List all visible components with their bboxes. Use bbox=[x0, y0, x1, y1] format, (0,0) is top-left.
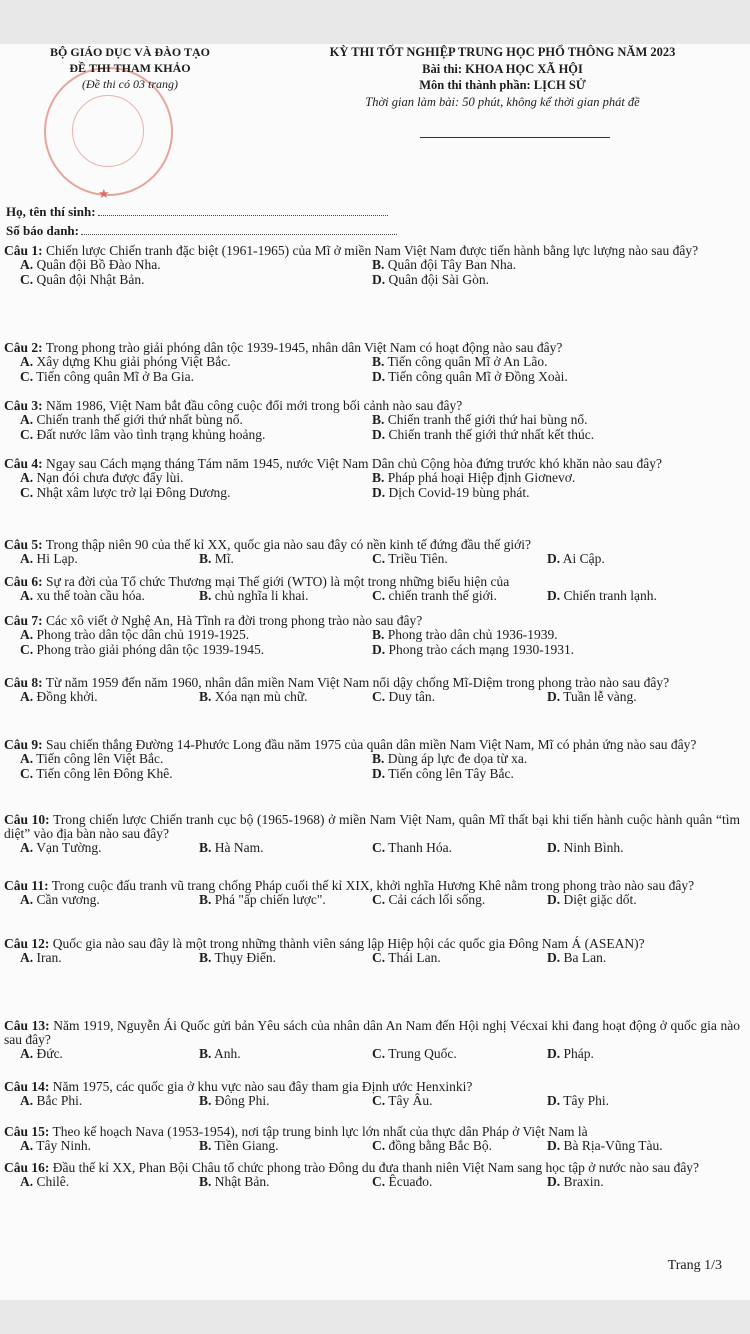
question-text bbox=[4, 399, 740, 413]
option-label: C. bbox=[372, 1174, 386, 1189]
option-text: Nhật xâm lược trở lại Đông Dương. bbox=[36, 485, 231, 500]
candidate-id-label: Số báo danh: bbox=[6, 223, 79, 238]
exam-type: ĐỀ THI THAM KHẢO bbox=[69, 61, 191, 75]
option-a[interactable] bbox=[20, 893, 100, 907]
option-label: C. bbox=[20, 642, 34, 657]
option-label: B. bbox=[199, 950, 212, 965]
option-text: Diệt giặc dốt. bbox=[563, 892, 637, 907]
option-text: Quân đội Nhật Bản. bbox=[36, 272, 145, 287]
ministry-name: BỘ GIÁO DỤC VÀ ĐÀO TẠO bbox=[50, 45, 210, 59]
option-text: Đông Phi. bbox=[214, 1093, 270, 1108]
option-d[interactable] bbox=[547, 893, 637, 907]
option-label: C. bbox=[20, 272, 34, 287]
question-text bbox=[4, 1125, 740, 1139]
option-label: C. bbox=[20, 766, 34, 781]
option-text: Êcuađo. bbox=[388, 1174, 433, 1189]
question-stem: Trong thập niên 90 của thế kỉ XX, quốc gia nào sau đây có nền kinh tế đứng đầu thế giới? bbox=[45, 537, 532, 552]
option-text: Bắc Phi. bbox=[36, 1093, 83, 1108]
option-label: C. bbox=[20, 427, 34, 442]
option-text: chủ nghĩa li khai. bbox=[214, 588, 309, 603]
options-row bbox=[4, 370, 740, 385]
option-text: Cần vương. bbox=[36, 892, 100, 907]
option-text: Dùng áp lực đe dọa từ xa. bbox=[387, 751, 528, 766]
question-text bbox=[4, 676, 740, 690]
options-row bbox=[4, 951, 740, 966]
option-text: xu thế toàn cầu hóa. bbox=[36, 588, 145, 603]
page-count-note: (Đề thi có 03 trang) bbox=[82, 77, 178, 91]
options-row bbox=[4, 643, 740, 658]
question-number: Câu 5: bbox=[4, 537, 43, 552]
option-a[interactable] bbox=[20, 589, 145, 603]
option-label: C. bbox=[372, 892, 386, 907]
option-d[interactable] bbox=[547, 1175, 604, 1189]
option-b[interactable] bbox=[199, 951, 276, 965]
option-text: Xóa nạn mù chữ. bbox=[214, 689, 308, 704]
question-stem: Năm 1986, Việt Nam bắt đầu công cuộc đổi mới trong bối cảnh nào sau đây? bbox=[46, 398, 463, 413]
option-text: Braxin. bbox=[563, 1174, 604, 1189]
option-text: Tiến công lên Đông Khê. bbox=[36, 766, 173, 781]
option-label: C. bbox=[372, 689, 386, 704]
option-text: Bà Rịa-Vũng Tàu. bbox=[563, 1138, 663, 1153]
option-text: Tiến công quân Mĩ ở An Lão. bbox=[387, 354, 548, 369]
option-text: Anh. bbox=[214, 1046, 241, 1061]
option-text: Thụy Điển. bbox=[214, 950, 277, 965]
option-b[interactable] bbox=[372, 752, 527, 766]
option-label: A. bbox=[20, 257, 34, 272]
option-d[interactable] bbox=[372, 428, 594, 442]
option-a[interactable] bbox=[20, 628, 249, 642]
option-text: Cải cách lối sống. bbox=[388, 892, 486, 907]
option-text: Hi Lạp. bbox=[36, 551, 78, 566]
option-text: Nhật Bản. bbox=[214, 1174, 270, 1189]
option-label: A. bbox=[20, 1138, 34, 1153]
question-6 bbox=[4, 575, 740, 604]
option-c[interactable] bbox=[372, 893, 485, 907]
candidate-name-field[interactable] bbox=[6, 204, 388, 220]
option-label: A. bbox=[20, 840, 34, 855]
question-number: Câu 4: bbox=[4, 456, 43, 471]
option-c[interactable] bbox=[372, 1139, 492, 1153]
exam-subject: Môn thi thành phần: LỊCH SỬ bbox=[419, 78, 586, 92]
option-c[interactable] bbox=[372, 841, 452, 855]
option-text: Chiến tranh thế giới thứ nhất kết thúc. bbox=[388, 427, 595, 442]
question-stem: Năm 1975, các quốc gia ở khu vực nào sau đây tham gia Định ước Henxinki? bbox=[52, 1079, 473, 1094]
option-text: Chiến tranh lạnh. bbox=[563, 588, 657, 603]
question-stem: Sự ra đời của Tổ chức Thương mại Thế giới (WTO) là một trong những biểu hiện của bbox=[46, 574, 510, 589]
option-b[interactable] bbox=[199, 690, 308, 704]
question-stem: Sau chiến thắng Đường 14-Phước Long đầu năm 1975 của quân dân miền Nam Việt Nam, Mĩ có phản ứng nào sau đây? bbox=[46, 737, 697, 752]
option-text: Chiến tranh thế giới thứ nhất bùng nổ. bbox=[36, 412, 243, 427]
options-row bbox=[4, 893, 740, 908]
option-a[interactable] bbox=[20, 1139, 91, 1153]
option-label: A. bbox=[20, 412, 34, 427]
question-13 bbox=[4, 1019, 740, 1062]
option-text: Ba Lan. bbox=[563, 950, 607, 965]
option-text: Quân đội Tây Ban Nha. bbox=[387, 257, 517, 272]
question-5 bbox=[4, 538, 740, 567]
option-c[interactable] bbox=[372, 1094, 433, 1108]
option-label: D. bbox=[372, 766, 386, 781]
option-label: D. bbox=[547, 588, 561, 603]
candidate-id-blank[interactable] bbox=[81, 223, 397, 235]
question-number: Câu 8: bbox=[4, 675, 43, 690]
option-text: Hà Nam. bbox=[214, 840, 264, 855]
exam-title: KỲ THI TỐT NGHIỆP TRUNG HỌC PHỔ THÔNG NĂM 2023 bbox=[329, 45, 676, 59]
options-row bbox=[4, 486, 740, 501]
option-a[interactable] bbox=[20, 471, 183, 485]
question-text bbox=[4, 341, 740, 355]
options-row bbox=[4, 589, 740, 604]
option-d[interactable] bbox=[547, 1047, 594, 1061]
option-label: C. bbox=[372, 950, 386, 965]
option-label: D. bbox=[547, 689, 561, 704]
option-label: A. bbox=[20, 1093, 34, 1108]
option-text: Ninh Bình. bbox=[563, 840, 624, 855]
options-row bbox=[4, 841, 740, 856]
question-stem: Trong phong trào giải phóng dân tộc 1939-1945, nhân dân Việt Nam có hoạt động nào sau đây? bbox=[45, 340, 563, 355]
option-text: Iran. bbox=[36, 950, 62, 965]
option-b[interactable] bbox=[199, 1094, 270, 1108]
option-text: Trung Quốc. bbox=[388, 1046, 457, 1061]
option-d[interactable] bbox=[547, 552, 605, 566]
option-label: D. bbox=[547, 840, 561, 855]
option-label: B. bbox=[199, 588, 212, 603]
option-text: Phong trào dân chủ 1936-1939. bbox=[387, 627, 558, 642]
option-text: Tây Âu. bbox=[388, 1093, 433, 1108]
option-d[interactable] bbox=[547, 690, 637, 704]
options-row bbox=[4, 1047, 740, 1062]
option-c[interactable] bbox=[20, 767, 173, 781]
question-12 bbox=[4, 937, 740, 966]
option-label: B. bbox=[372, 354, 385, 369]
option-text: Tiến công quân Mĩ ở Đồng Xoài. bbox=[388, 369, 568, 384]
option-label: D. bbox=[372, 427, 386, 442]
option-text: Phong trào cách mạng 1930-1931. bbox=[388, 642, 575, 657]
option-text: Phá "ấp chiến lược". bbox=[214, 892, 326, 907]
option-label: D. bbox=[372, 642, 386, 657]
options-row bbox=[4, 355, 740, 370]
question-stem: Chiến lược Chiến tranh đặc biệt (1961-1965) của Mĩ ở miền Nam Việt Nam được tiến hành bằng lực lượng nào sau đây? bbox=[46, 243, 699, 258]
option-b[interactable] bbox=[199, 841, 264, 855]
question-number: Câu 3: bbox=[4, 398, 43, 413]
option-text: Duy tân. bbox=[388, 689, 435, 704]
options-row bbox=[4, 1139, 740, 1154]
option-label: B. bbox=[372, 412, 385, 427]
option-label: D. bbox=[372, 485, 386, 500]
option-a[interactable] bbox=[20, 355, 231, 369]
question-number: Câu 11: bbox=[4, 878, 49, 893]
question-14 bbox=[4, 1080, 740, 1109]
option-b[interactable] bbox=[199, 1047, 241, 1061]
option-text: Quân đội Sài Gòn. bbox=[388, 272, 489, 287]
question-stem: Trong cuộc đấu tranh vũ trang chống Pháp cuối thế kỉ XIX, khởi nghĩa Hương Khê nằm trong phong trào nào sau đây? bbox=[51, 878, 695, 893]
question-3 bbox=[4, 399, 740, 443]
question-text bbox=[4, 1019, 740, 1047]
option-text: Pháp. bbox=[563, 1046, 594, 1061]
question-stem: Năm 1919, Nguyễn Ái Quốc gửi bản Yêu sách của nhân dân An Nam đến Hội nghị Vécxai khi đang hoạt động ở quốc gia nào sau đây? bbox=[4, 1018, 740, 1047]
option-label: B. bbox=[199, 1046, 212, 1061]
question-stem: Từ năm 1959 đến năm 1960, nhân dân miền Nam Việt Nam nổi dậy chống Mĩ-Diệm trong phong trào nào sau đây? bbox=[45, 675, 670, 690]
seal-emblem bbox=[72, 95, 144, 167]
option-text: Ai Cập. bbox=[562, 551, 605, 566]
option-label: B. bbox=[372, 470, 385, 485]
option-text: Tây Phi. bbox=[563, 1093, 610, 1108]
option-text: Đồng khởi. bbox=[36, 689, 98, 704]
option-text: Pháp phá hoại Hiệp định Giơnevơ. bbox=[387, 470, 576, 485]
question-text bbox=[4, 457, 740, 471]
option-text: Vạn Tường. bbox=[36, 840, 102, 855]
option-d[interactable] bbox=[547, 1139, 663, 1153]
option-b[interactable] bbox=[199, 1175, 270, 1189]
option-label: D. bbox=[547, 1046, 561, 1061]
option-c[interactable] bbox=[20, 643, 264, 657]
question-number: Câu 14: bbox=[4, 1079, 50, 1094]
exam-subject-group: Bài thi: KHOA HỌC XÃ HỘI bbox=[422, 61, 583, 76]
question-number: Câu 9: bbox=[4, 737, 43, 752]
question-11 bbox=[4, 879, 740, 908]
options-row bbox=[4, 273, 740, 288]
options-row bbox=[4, 428, 740, 443]
option-label: A. bbox=[20, 689, 34, 704]
option-label: C. bbox=[20, 485, 34, 500]
option-c[interactable] bbox=[372, 1047, 457, 1061]
option-label: A. bbox=[20, 751, 34, 766]
option-text: Tiến công quân Mĩ ở Ba Gia. bbox=[36, 369, 195, 384]
option-text: Chilê. bbox=[36, 1174, 70, 1189]
option-label: B. bbox=[199, 1138, 212, 1153]
options-row bbox=[4, 258, 740, 273]
question-number: Câu 2: bbox=[4, 340, 43, 355]
option-label: C. bbox=[20, 369, 34, 384]
option-a[interactable] bbox=[20, 258, 161, 272]
header-divider bbox=[420, 137, 610, 138]
question-stem: Theo kế hoạch Nava (1953-1954), nơi tập trung binh lực lớn nhất của thực dân Pháp ở Việt Nam là bbox=[52, 1124, 588, 1139]
question-text bbox=[4, 879, 740, 893]
option-label: B. bbox=[372, 751, 385, 766]
question-text bbox=[4, 937, 740, 951]
header-right bbox=[255, 44, 750, 110]
options-row bbox=[4, 628, 740, 643]
option-label: A. bbox=[20, 950, 34, 965]
option-label: D. bbox=[547, 1138, 561, 1153]
options-row bbox=[4, 1175, 740, 1190]
option-label: D. bbox=[547, 1093, 561, 1108]
option-text: Dịch Covid-19 bùng phát. bbox=[388, 485, 530, 500]
option-b[interactable] bbox=[199, 552, 234, 566]
option-b[interactable] bbox=[372, 413, 587, 427]
question-8 bbox=[4, 676, 740, 705]
question-stem: Trong chiến lược Chiến tranh cục bộ (1965-1968) ở miền Nam Việt Nam, quân Mĩ thất bại khi tiến hành cuộc hành quân “tìm diệt” vào địa bàn nào sau đây? bbox=[4, 812, 740, 841]
option-b[interactable] bbox=[372, 628, 558, 642]
option-a[interactable] bbox=[20, 841, 101, 855]
option-label: D. bbox=[547, 892, 561, 907]
option-label: B. bbox=[199, 1174, 212, 1189]
question-number: Câu 7: bbox=[4, 613, 43, 628]
option-label: B. bbox=[199, 840, 212, 855]
option-a[interactable] bbox=[20, 1047, 63, 1061]
question-9 bbox=[4, 738, 740, 782]
question-stem: Ngay sau Cách mạng tháng Tám năm 1945, nước Việt Nam Dân chủ Cộng hòa đứng trước khó khăn nào sau đây? bbox=[46, 456, 663, 471]
option-label: A. bbox=[20, 1174, 34, 1189]
question-number: Câu 13: bbox=[4, 1018, 50, 1033]
option-label: A. bbox=[20, 354, 34, 369]
option-b[interactable] bbox=[199, 589, 309, 603]
options-row bbox=[4, 1094, 740, 1109]
option-text: Quân đội Bồ Đào Nha. bbox=[36, 257, 161, 272]
option-label: C. bbox=[372, 1138, 386, 1153]
option-label: C. bbox=[372, 1093, 386, 1108]
option-a[interactable] bbox=[20, 413, 243, 427]
option-c[interactable] bbox=[372, 951, 441, 965]
option-text: Tuần lễ vàng. bbox=[563, 689, 637, 704]
option-b[interactable] bbox=[372, 471, 575, 485]
option-label: D. bbox=[547, 1174, 561, 1189]
question-number: Câu 6: bbox=[4, 574, 43, 589]
options-row bbox=[4, 690, 740, 705]
option-a[interactable] bbox=[20, 951, 62, 965]
option-text: Phong trào giải phóng dân tộc 1939-1945. bbox=[36, 642, 265, 657]
question-16 bbox=[4, 1161, 740, 1190]
option-label: A. bbox=[20, 892, 34, 907]
option-d[interactable] bbox=[372, 486, 530, 500]
question-text bbox=[4, 738, 740, 752]
candidate-name-label: Họ, tên thí sinh: bbox=[6, 204, 96, 219]
option-label: B. bbox=[199, 689, 212, 704]
option-text: Đức. bbox=[36, 1046, 63, 1061]
option-text: Đất nước lâm vào tình trạng khủng hoảng. bbox=[36, 427, 266, 442]
option-label: A. bbox=[20, 470, 34, 485]
option-label: D. bbox=[547, 551, 561, 566]
option-text: Mĩ. bbox=[214, 551, 234, 566]
question-text bbox=[4, 813, 740, 841]
option-label: B. bbox=[199, 551, 212, 566]
seal-star-icon: ★ bbox=[98, 186, 110, 201]
option-d[interactable] bbox=[547, 951, 606, 965]
exam-duration: Thời gian làm bài: 50 phút, không kể thời gian phát đề bbox=[365, 94, 640, 109]
option-d[interactable] bbox=[372, 767, 514, 781]
option-label: C. bbox=[372, 840, 386, 855]
option-c[interactable] bbox=[20, 486, 230, 500]
option-d[interactable] bbox=[547, 589, 657, 603]
question-7 bbox=[4, 614, 740, 658]
candidate-id-field[interactable] bbox=[6, 223, 397, 239]
option-label: B. bbox=[199, 892, 212, 907]
question-number: Câu 15: bbox=[4, 1124, 50, 1139]
option-label: B. bbox=[372, 627, 385, 642]
question-2 bbox=[4, 341, 740, 385]
option-d[interactable] bbox=[372, 273, 489, 287]
question-text bbox=[4, 1161, 740, 1175]
option-a[interactable] bbox=[20, 552, 78, 566]
option-text: Tiến công lên Tây Bắc. bbox=[388, 766, 514, 781]
question-number: Câu 12: bbox=[4, 936, 50, 951]
question-4 bbox=[4, 457, 740, 501]
option-text: Xây dựng Khu giải phóng Việt Bắc. bbox=[36, 354, 231, 369]
option-b[interactable] bbox=[372, 258, 516, 272]
option-b[interactable] bbox=[199, 893, 326, 907]
option-c[interactable] bbox=[372, 690, 435, 704]
question-1 bbox=[4, 244, 740, 288]
page-number: Trang 1/3 bbox=[667, 1258, 722, 1273]
option-a[interactable] bbox=[20, 752, 163, 766]
option-b[interactable] bbox=[372, 355, 548, 369]
question-stem: Đầu thế kỉ XX, Phan Bội Châu tổ chức phong trào Đông du đưa thanh niên Việt Nam sang học tập ở nước nào sau đây? bbox=[52, 1160, 700, 1175]
question-text bbox=[4, 538, 740, 552]
question-text bbox=[4, 244, 740, 258]
option-label: D. bbox=[547, 950, 561, 965]
option-text: Triều Tiên. bbox=[388, 551, 448, 566]
option-label: A. bbox=[20, 551, 34, 566]
option-label: C. bbox=[372, 588, 386, 603]
question-stem: Quốc gia nào sau đây là một trong những thành viên sáng lập Hiệp hội các quốc gia Đông Nam Á (ASEAN)? bbox=[52, 936, 645, 951]
option-label: C. bbox=[372, 551, 386, 566]
option-a[interactable] bbox=[20, 1175, 69, 1189]
option-b[interactable] bbox=[199, 1139, 279, 1153]
question-number: Câu 16: bbox=[4, 1160, 50, 1175]
header-left bbox=[0, 44, 260, 92]
option-label: A. bbox=[20, 588, 34, 603]
option-label: A. bbox=[20, 1046, 34, 1061]
options-row bbox=[4, 752, 740, 767]
option-c[interactable] bbox=[20, 273, 144, 287]
option-a[interactable] bbox=[20, 1094, 82, 1108]
option-label: D. bbox=[372, 272, 386, 287]
option-text: chiến tranh thế giới. bbox=[388, 588, 497, 603]
option-text: Tiến công lên Việt Bắc. bbox=[36, 751, 164, 766]
options-row bbox=[4, 471, 740, 486]
question-text bbox=[4, 1080, 740, 1094]
option-text: Chiến tranh thế giới thứ hai bùng nổ. bbox=[387, 412, 588, 427]
option-d[interactable] bbox=[372, 643, 574, 657]
question-stem: Các xô viết ở Nghệ An, Hà Tĩnh ra đời trong phong trào nào sau đây? bbox=[46, 613, 423, 628]
option-text: Thái Lan. bbox=[388, 950, 441, 965]
option-label: B. bbox=[199, 1093, 212, 1108]
option-text: đồng bằng Bắc Bộ. bbox=[388, 1138, 492, 1153]
question-number: Câu 1: bbox=[4, 243, 43, 258]
option-label: B. bbox=[372, 257, 385, 272]
option-c[interactable] bbox=[372, 589, 497, 603]
question-10 bbox=[4, 813, 740, 856]
option-d[interactable] bbox=[372, 370, 568, 384]
option-text: Phong trào dân tộc dân chủ 1919-1925. bbox=[36, 627, 250, 642]
option-label: A. bbox=[20, 627, 34, 642]
option-c[interactable] bbox=[372, 552, 448, 566]
option-label: C. bbox=[372, 1046, 386, 1061]
candidate-name-blank[interactable] bbox=[98, 204, 388, 216]
question-text bbox=[4, 575, 740, 589]
question-number: Câu 10: bbox=[4, 812, 50, 827]
option-c[interactable] bbox=[372, 1175, 432, 1189]
option-text: Tây Ninh. bbox=[36, 1138, 92, 1153]
option-c[interactable] bbox=[20, 428, 265, 442]
option-a[interactable] bbox=[20, 690, 98, 704]
options-row bbox=[4, 767, 740, 782]
option-text: Thanh Hóa. bbox=[388, 840, 452, 855]
option-d[interactable] bbox=[547, 1094, 609, 1108]
option-c[interactable] bbox=[20, 370, 194, 384]
question-15 bbox=[4, 1125, 740, 1154]
option-text: Nạn đói chưa được đẩy lùi. bbox=[36, 470, 184, 485]
options-row bbox=[4, 413, 740, 428]
option-d[interactable] bbox=[547, 841, 624, 855]
option-label: D. bbox=[372, 369, 386, 384]
options-row bbox=[4, 552, 740, 567]
option-text: Tiền Giang. bbox=[214, 1138, 279, 1153]
question-text bbox=[4, 614, 740, 628]
